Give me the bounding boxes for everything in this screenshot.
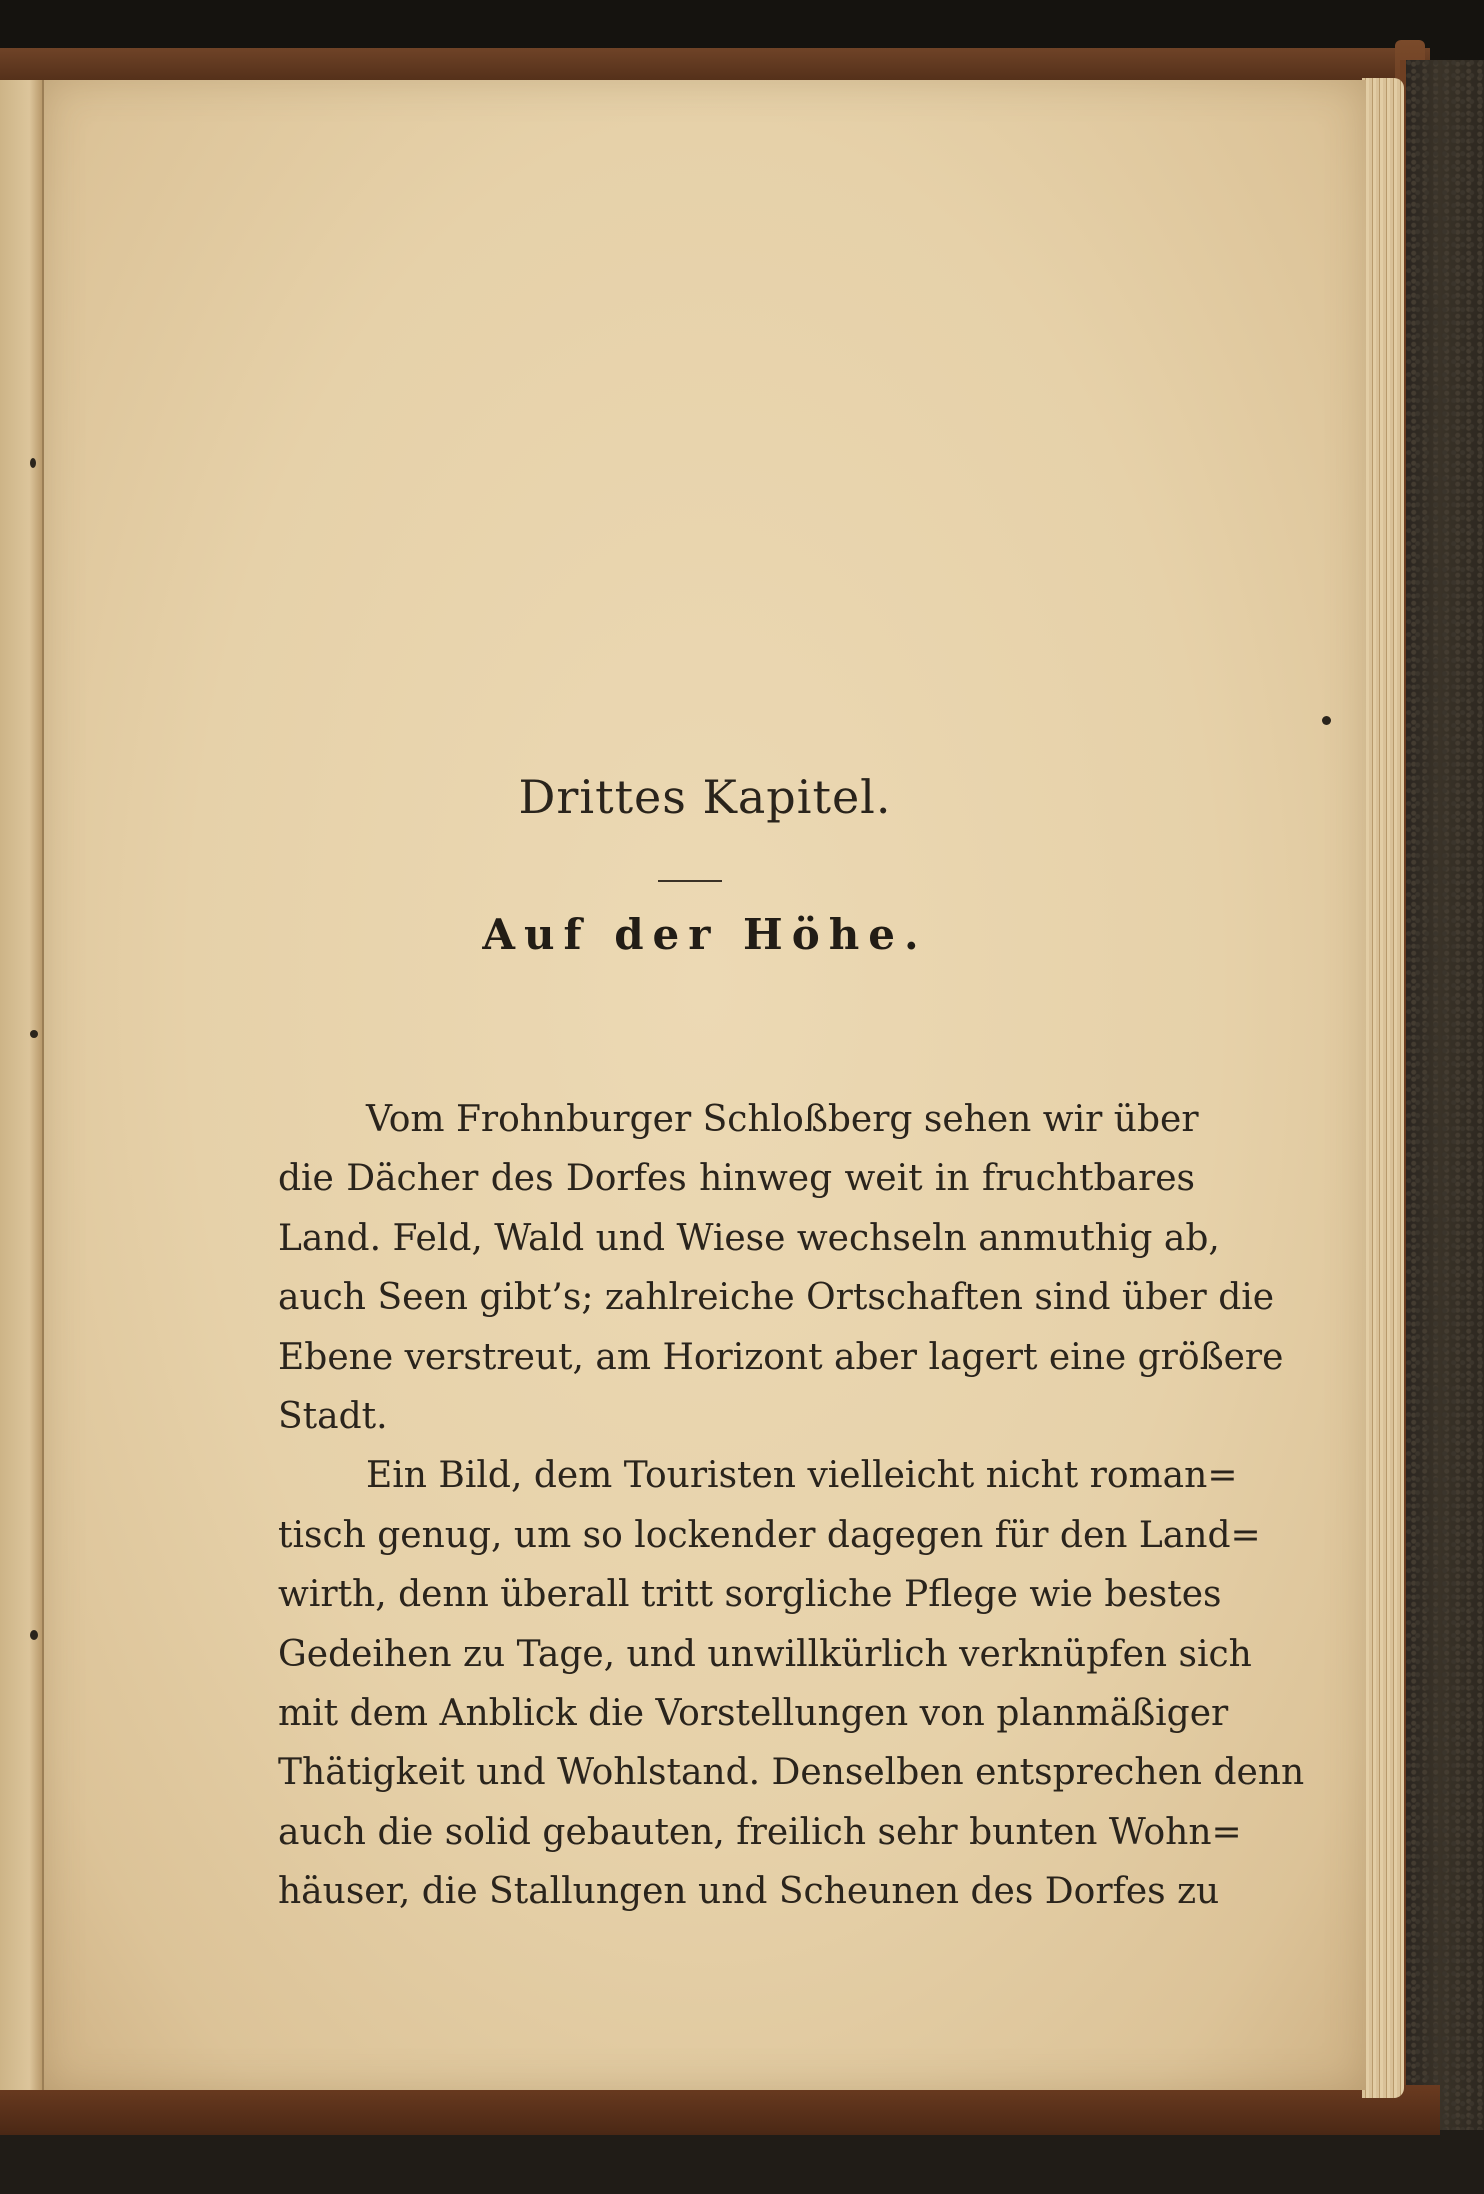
text-line: Stadt. [278, 1396, 388, 1438]
book-cover-bottom-edge [0, 2085, 1440, 2135]
page-stack-edges [1362, 78, 1404, 2098]
previous-page-edge [0, 80, 44, 2090]
text-line: auch die solid gebauten, freilich sehr bunten Wohn= [278, 1811, 1242, 1853]
ink-speck [30, 1630, 38, 1640]
section-title: Auf der Höhe. [482, 910, 928, 959]
text-line: tisch genug, um so lockender dagegen für den Land= [278, 1514, 1261, 1556]
text-line: häuser, die Stallungen und Scheunen des Dorfes zu [278, 1871, 1220, 1913]
text-line: Ein Bild, dem Touristen vielleicht nicht roman= [366, 1455, 1238, 1497]
text-line: Thätigkeit und Wohlstand. Denselben entsprechen denn [278, 1752, 1305, 1794]
ink-speck [1322, 716, 1331, 725]
paragraph [190, 1090, 1284, 1446]
text-line: mit dem Anblick die Vorstellungen von planmäßiger [278, 1693, 1229, 1735]
text-line: auch Seen gibt’s; zahlreiche Ortschaften sind über die [278, 1277, 1275, 1319]
text-line: Vom Frohnburger Schloßberg sehen wir über [366, 1099, 1199, 1140]
paragraph [190, 1446, 1305, 1921]
chapter-title: Drittes Kapitel. [518, 770, 892, 824]
ink-speck [30, 1030, 38, 1038]
body-text [190, 1090, 1305, 1922]
text-line: wirth, denn überall tritt sorgliche Pflege wie bestes [278, 1574, 1222, 1616]
book-cover-right [1400, 60, 1484, 2130]
ink-speck [30, 458, 36, 468]
text-line: Land. Feld, Wald und Wiese wechseln anmuthig ab, [278, 1217, 1220, 1259]
text-line: Ebene verstreut, am Horizont aber lagert eine größere [278, 1336, 1284, 1378]
text-line: Gedeihen zu Tage, und unwillkürlich verknüpfen sich [278, 1633, 1252, 1675]
book-page [44, 80, 1366, 2090]
text-line: die Dächer des Dorfes hinweg weit in fruchtbares [278, 1158, 1195, 1200]
title-divider [658, 880, 722, 882]
